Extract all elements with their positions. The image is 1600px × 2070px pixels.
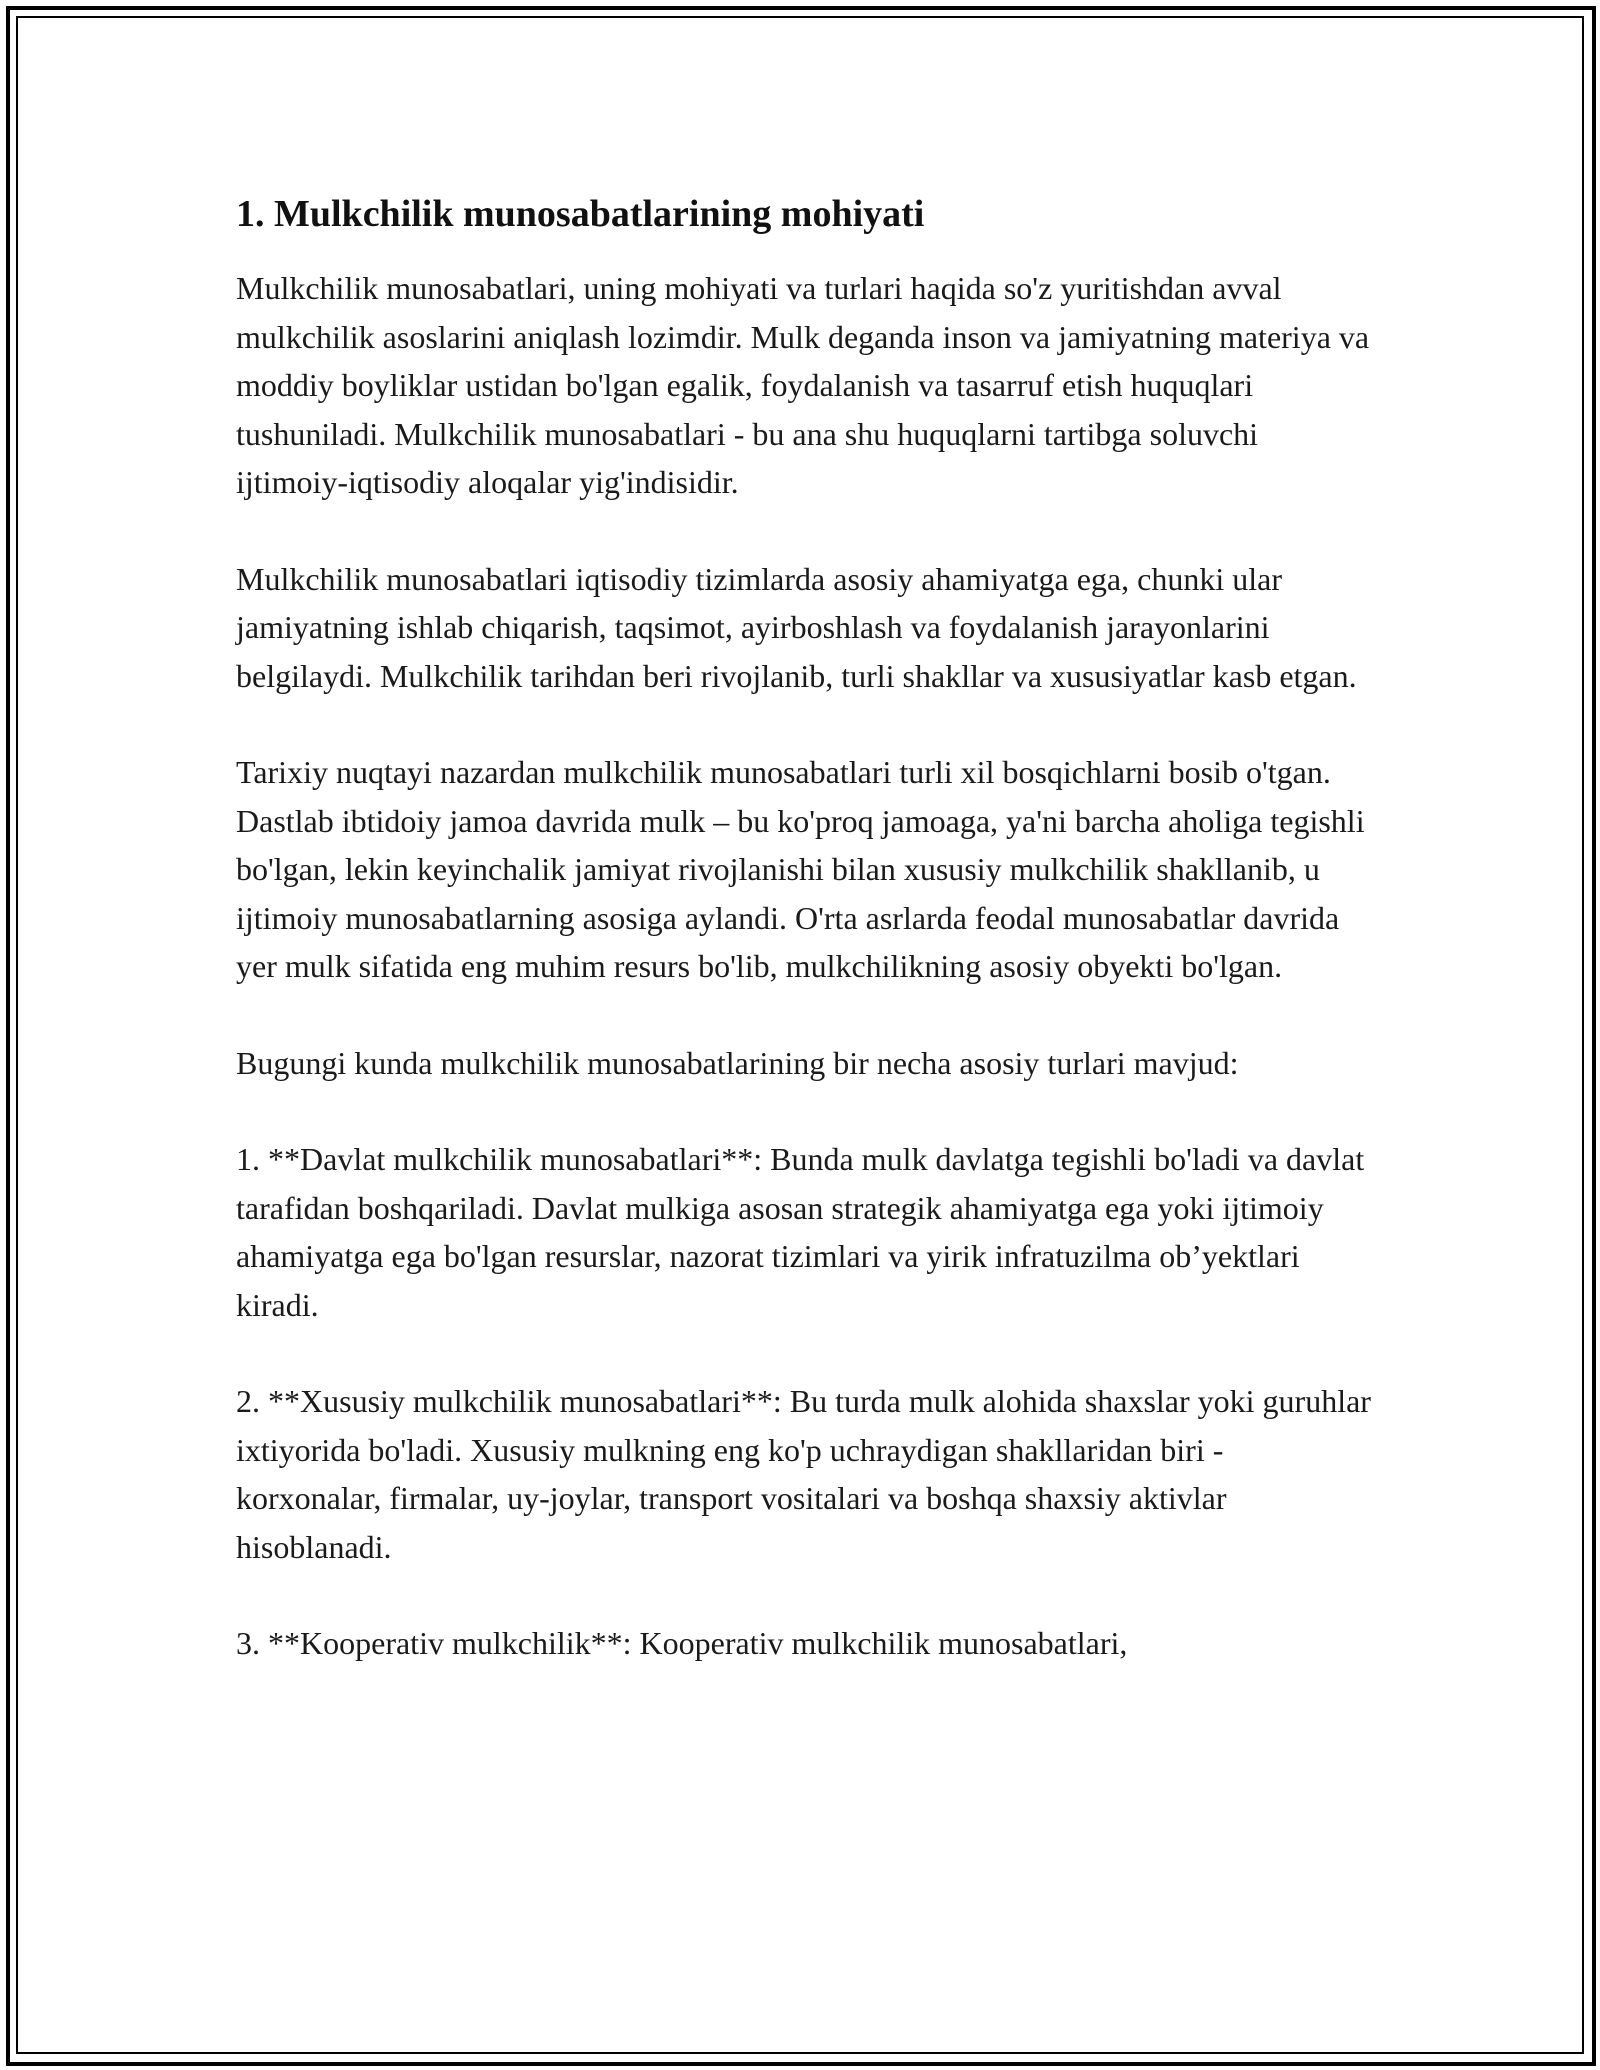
list-item-state-ownership: 1. **Davlat mulkchilik munosabatlari**: Bunda mulk davlatga tegishli bo'ladi va davlat tarafidan boshqariladi. Davlat mulkiga asosan strategik ahamiyatga ega yoki ijtimoiy ahamiyatga ega bo'lgan resurslar, nazorat tizimlari va yirik infratuzilma ob’yektlari kiradi. bbox=[236, 1141, 1365, 1323]
paragraph-importance: Mulkchilik munosabatlari iqtisodiy tizimlarda asosiy ahamiyatga ega, chunki ular jamiyatning ishlab chiqarish, taqsimot, ayirboshlash va foydalanish jarayonlarini belgilaydi. Mulkchilik tarihdan beri rivojlanib, turli shakllar va xususiyatlar kasb etgan. bbox=[236, 560, 1357, 694]
list-item-private-ownership: 2. **Xususiy mulkchilik munosabatlari**: Bu turda mulk alohida shaxslar yoki guruhlar ixtiyorida bo'ladi. Xususiy mulkning eng ko'p uchraydigan shakllaridan biri - korxonalar, firmalar, uy-joylar, transport vositalari va boshqa shaxsiy aktivlar hisoblanadi. bbox=[236, 1383, 1371, 1565]
paragraph-types-intro: Bugungi kunda mulkchilik munosabatlarining bir necha asosiy turlari mavjud: bbox=[236, 1044, 1239, 1081]
section-heading: 1. Mulkchilik munosabatlarining mohiyati bbox=[236, 193, 925, 235]
document-body bbox=[236, 188, 1376, 1716]
paragraph-history: Tarixiy nuqtayi nazardan mulkchilik munosabatlari turli xil bosqichlarni bosib o'tgan. Dastlab ibtidoiy jamoa davrida mulk – bu ko'proq jamoaga, ya'ni barcha aholiga tegishli bo'lgan, lekin keyinchalik jamiyat rivojlanishi bilan xususiy mulkchilik shakllanib, u ijtimoiy munosabatlarning asosiga aylandi. O'rta asrlarda feodal munosabatlar davrida yer mulk sifatida eng muhim resurs bo'lib, mulkchilikning asosiy obyekti bo'lgan. bbox=[236, 754, 1365, 984]
paragraph-definition: Mulkchilik munosabatlari, uning mohiyati va turlari haqida so'z yuritishdan avval mulkchilik asoslarini aniqlash lozimdir. Mulk deganda inson va jamiyatning materiya va moddiy boyliklar ustidan bo'lgan egalik, foydalanish va tasarruf etish huquqlari tushuniladi. Mulkchilik munosabatlari - bu ana shu huquqlarni tartibga soluvchi ijtimoiy-iqtisodiy aloqalar yig'indisidir. bbox=[236, 270, 1370, 500]
list-item-cooperative-ownership: 3. **Kooperativ mulkchilik**: Kooperativ mulkchilik munosabatlari, bbox=[236, 1625, 1128, 1661]
